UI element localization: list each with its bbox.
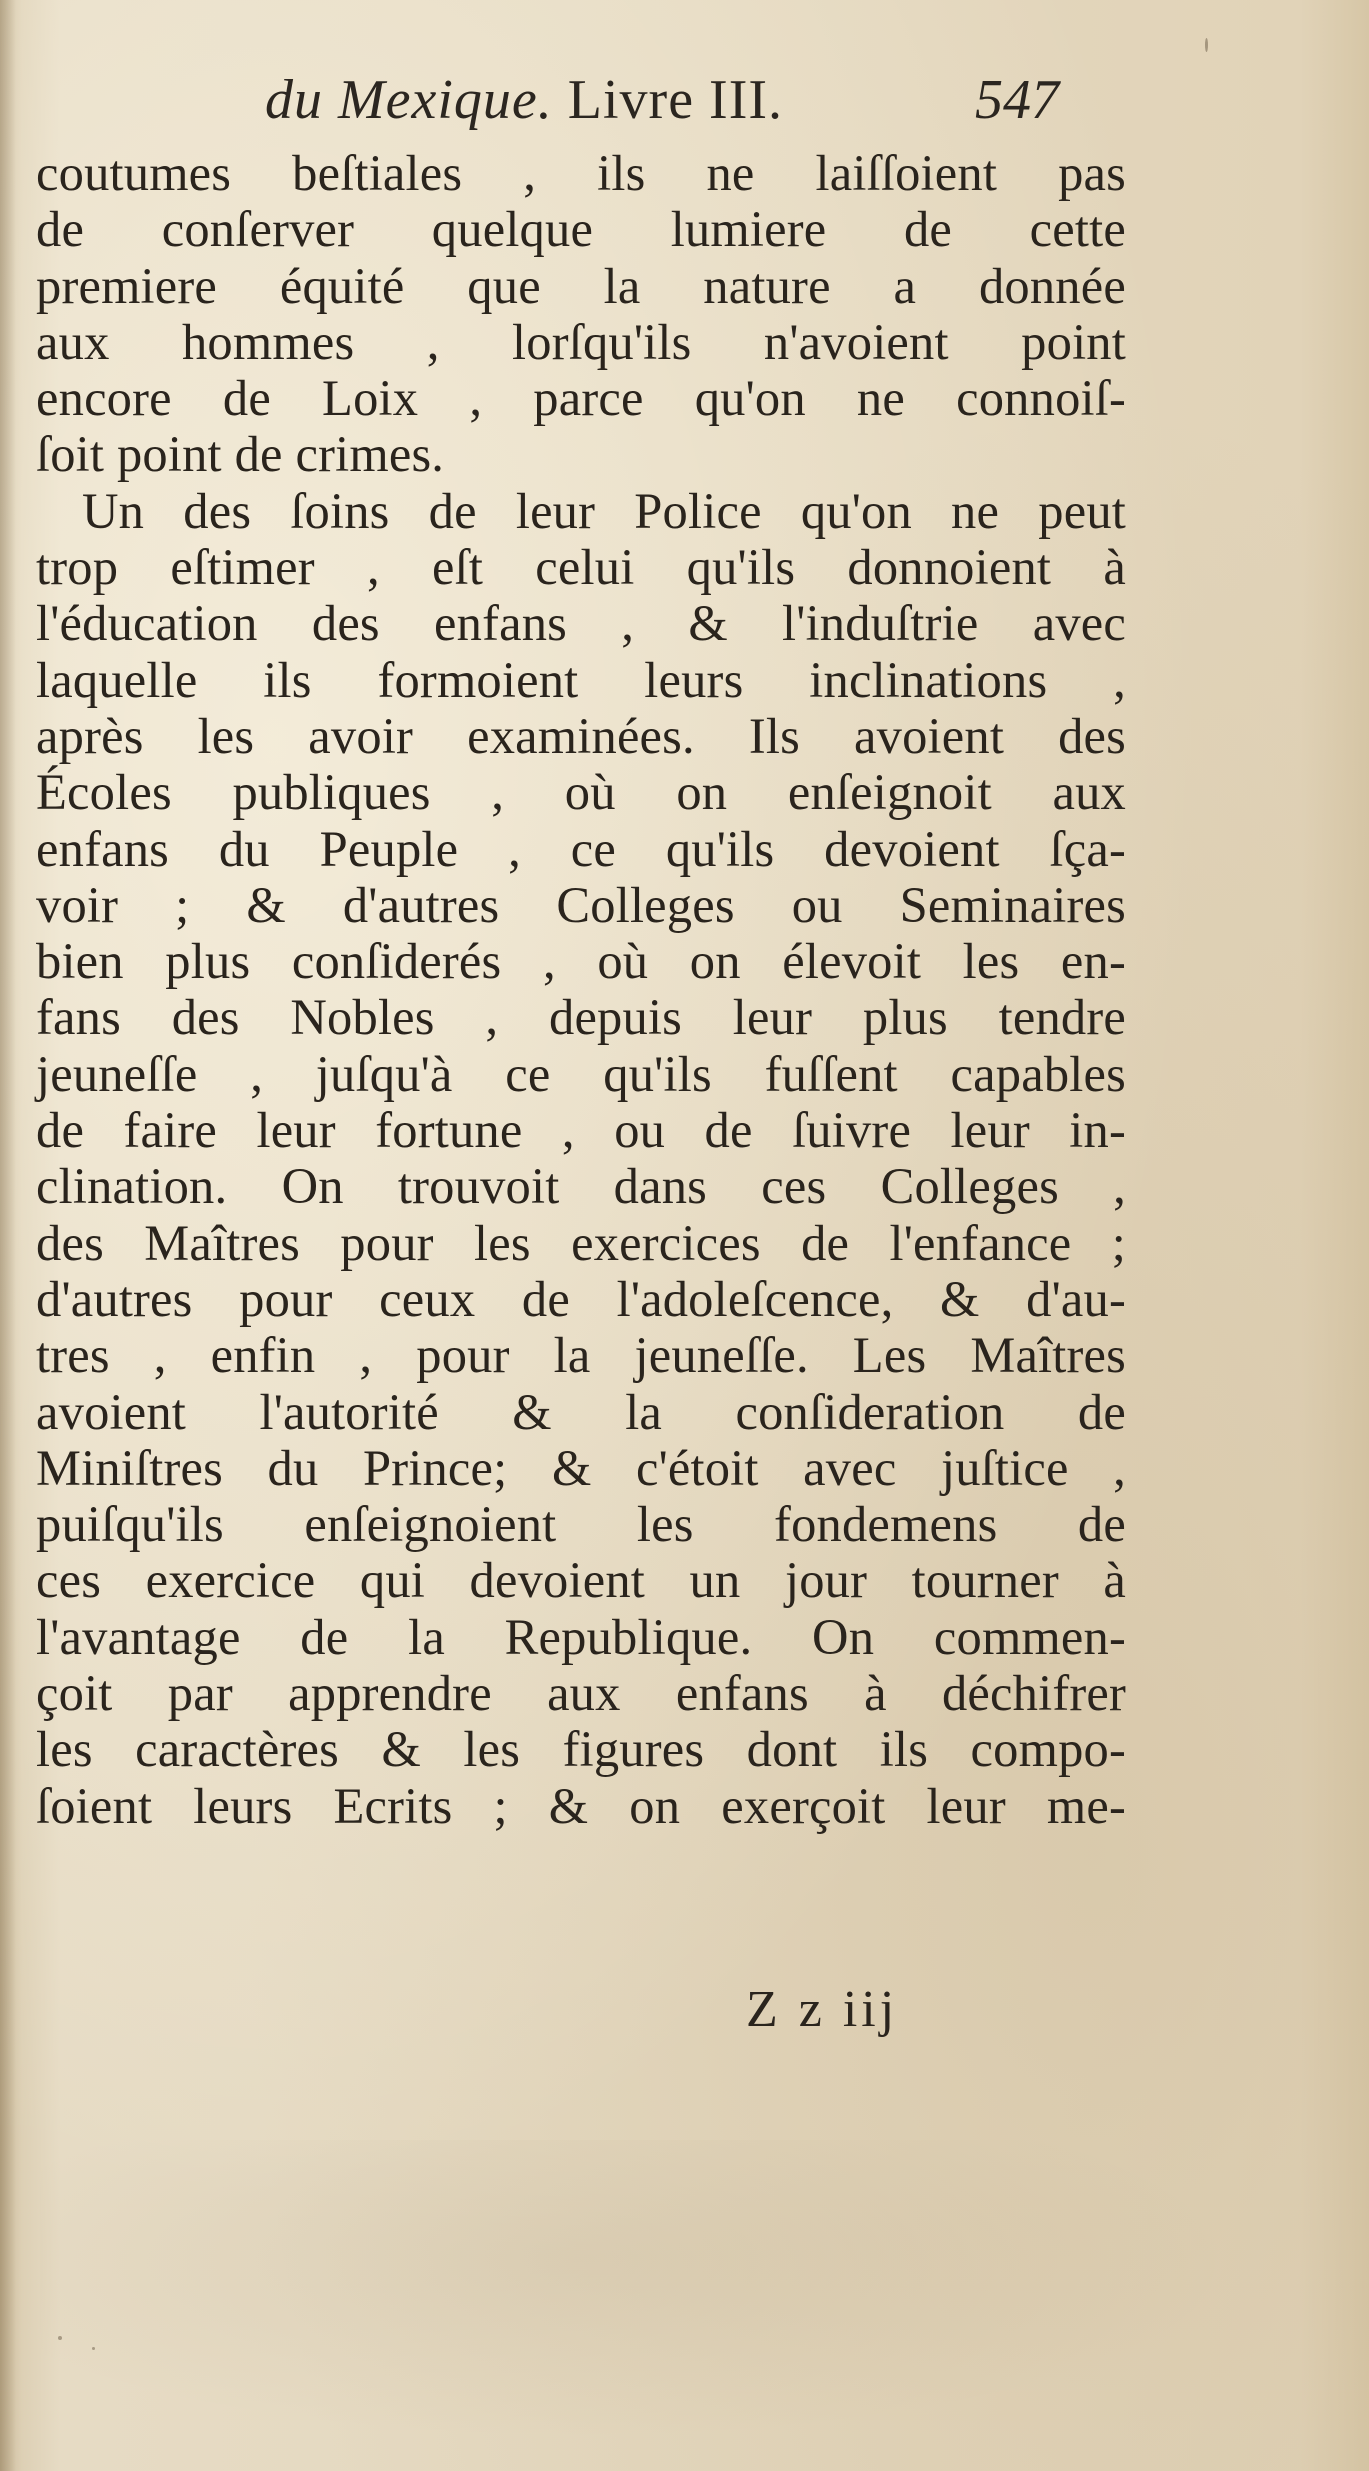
body-text (36, 145, 1126, 1834)
text-line: premiere équité que la nature a donnée (36, 257, 1126, 314)
text-line: après les avoir examinées. Ils avoient des (36, 707, 1126, 764)
text-line: jeuneſſe , juſqu'à ce qu'ils fuſſent capables (36, 1045, 1126, 1102)
running-head (265, 68, 783, 132)
paper-speck (1205, 38, 1208, 52)
text-line: voir ; & d'autres Colleges ou Seminaires (36, 876, 1126, 933)
paper-speck (58, 2336, 62, 2340)
running-head-italic: du Mexique. (265, 69, 553, 131)
signature-mark: Z z iij (746, 1981, 899, 2038)
text-line: trop eſtimer , eſt celui qu'ils donnoient à (36, 539, 1126, 596)
text-line: Écoles publiques , où on enſeignoit aux (36, 764, 1126, 821)
text-line: de faire leur fortune , ou de ſuivre leur in- (36, 1102, 1126, 1159)
text-line: ces exercice qui devoient un jour tourner à (36, 1552, 1126, 1609)
text-line: laquelle ils formoient leurs inclinations , (36, 651, 1126, 708)
page-header (0, 62, 1369, 142)
text-line: aux hommes , lorſqu'ils n'avoient point (36, 313, 1126, 370)
text-line: ſoit point de crimes. (36, 426, 445, 483)
text-line: l'avantage de la Republique. On commen- (36, 1608, 1126, 1665)
paragraph-start-line: Un des ſoins de leur Police qu'on ne peut (82, 482, 1126, 539)
text-line: les caractères & les figures dont ils compo- (36, 1721, 1126, 1778)
running-head-roman: Livre III. (567, 69, 783, 131)
text-line: Miniſtres du Prince; & c'étoit avec juſtice , (36, 1439, 1126, 1496)
paper-bleed-through (40, 2140, 1240, 2440)
text-line: l'éducation des enfans , & l'induſtrie avec (36, 595, 1126, 652)
text-line: fans des Nobles , depuis leur plus tendre (36, 989, 1126, 1046)
paper-speck (92, 2347, 95, 2350)
text-line: coutumes beſtiales , ils ne laiſſoient pas (36, 145, 1126, 201)
text-line: des Maîtres pour les exercices de l'enfance ; (36, 1214, 1126, 1271)
gutter-shadow (0, 0, 16, 2471)
text-line: çoit par apprendre aux enfans à déchifrer (36, 1665, 1126, 1722)
text-line: avoient l'autorité & la conſideration de (36, 1383, 1126, 1440)
text-line: encore de Loix , parce qu'on ne connoiſ- (36, 370, 1126, 427)
text-line: clination. On trouvoit dans ces Colleges , (36, 1158, 1126, 1215)
text-line: enfans du Peuple , ce qu'ils devoient ſça- (36, 820, 1126, 877)
text-line: bien plus conſiderés , où on élevoit les en- (36, 933, 1126, 990)
page-number: 547 (975, 69, 1059, 131)
text-line: d'autres pour ceux de l'adoleſcence, & d'au- (36, 1270, 1126, 1327)
text-line: ſoient leurs Ecrits ; & on exerçoit leur me- (36, 1777, 1126, 1834)
text-line: tres , enfin , pour la jeuneſſe. Les Maîtres (36, 1327, 1126, 1384)
text-line: de conſerver quelque lumiere de cette (36, 201, 1126, 258)
text-line: puiſqu'ils enſeignoient les fondemens de (36, 1496, 1126, 1553)
